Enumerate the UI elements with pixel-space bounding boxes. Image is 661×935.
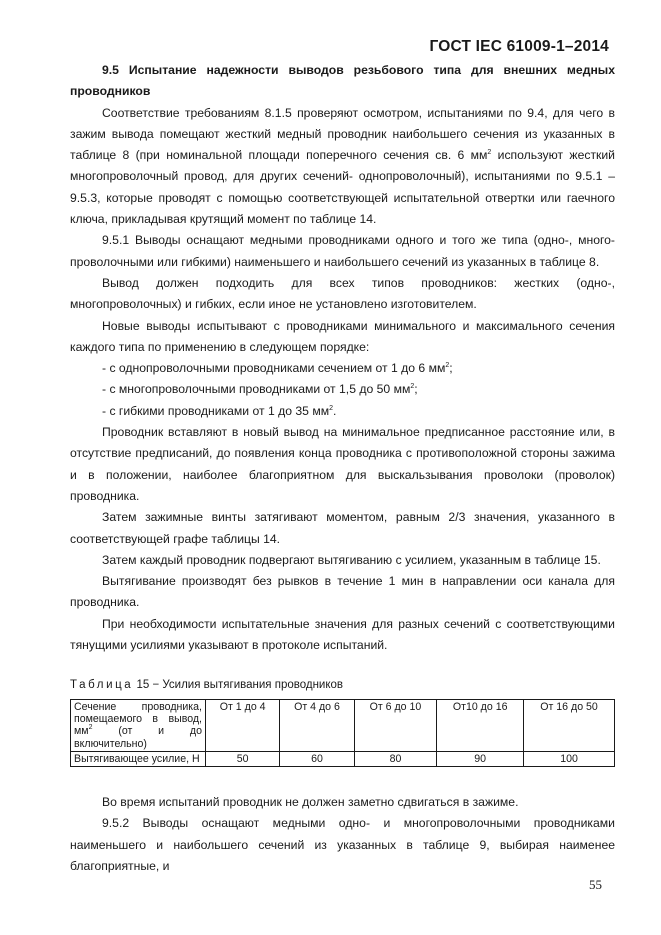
table-row — [71, 751, 615, 766]
table-cell: От 4 до 6 — [280, 700, 354, 752]
paragraph: Во время испытаний проводник не должен заметно сдвигаться в зажиме. — [102, 795, 519, 809]
list-item: - с многопроволочными проводниками от 1,5 до 50 $мм^2$; — [102, 382, 418, 397]
paragraph: Затем каждый проводник подвергают вытягиванию с усилием, указанным в таблице 15. — [102, 552, 601, 567]
document-header: ГОСТ IEC 61009-1–2014 — [429, 38, 609, 55]
paragraph: Соответствие требованиям 8.1.5 проверяют осмотром, испытаниями по 9.4, для чего в зажим вывода помещают жесткий медный проводник наибольшего сечения из указанных в таблице 8 (при номинальной площади поперечного сечения св. 6 $мм^2$ используют жесткий многопроволочный провод, для других сечений- однопроволочный), испытаниями по 9.5.1 – 9.5.3, которые проводят с помощью соответствующей испытательной отвертки или гаечного ключа, прикладывая крутящий момент по таблице 14. — [70, 105, 615, 227]
pull-force-table — [70, 699, 615, 767]
section-body-continued — [70, 792, 615, 877]
list-item: - с гибкими проводниками от 1 до 35 $мм^2$. — [102, 403, 337, 418]
paragraph: Проводник вставляют в новый вывод на минимальное предписанное расстояние или, в отсутствие предписаний, до появления конца проводника с противоположной стороны зажима и в положении, наиболее благоприятном для выскальзывания проволоки (проволок) проводника. — [70, 425, 615, 503]
table-cell: От 6 до 10 — [354, 700, 437, 752]
table-cell: От 1 до 4 — [206, 700, 280, 752]
paragraph: Вывод должен подходить для всех типов проводников: жестких (одно-, многопроволочных) и гибких, если иное не установлено изготовителем. — [70, 275, 615, 312]
section-heading: 9.5 Испытание надежности выводов резьбового типа для внешних медных проводников — [70, 63, 615, 99]
paragraph: 9.5.1 Выводы оснащают медными проводниками одного и того же типа (одно-, много-проволочными или гибкими) наименьшего и наибольшего сечений из указанных в таблице 8. — [70, 233, 615, 269]
table-row — [71, 700, 615, 752]
table-caption: Таблица 15 − Усилия вытягивания проводников — [70, 679, 344, 691]
paragraph: Затем зажимные винты затягивают моментом, равным 2/3 значения, указанного в соответствующей графе таблицы 14. — [70, 510, 615, 546]
list-item: - с однопроволочными проводниками сечением от 1 до 6 $мм^2$; — [102, 361, 453, 376]
page-number: 55 — [589, 877, 602, 892]
table-cell: От 16 до 50 — [524, 700, 615, 752]
paragraph: Новые выводы испытывают с проводниками минимального и максимального сечения каждого типа по применению в следующем порядке: — [70, 318, 615, 354]
table-cell: 80 — [354, 751, 437, 766]
table-cell: 100 — [524, 751, 615, 766]
section-body — [70, 60, 615, 656]
table-cell: 50 — [206, 751, 280, 766]
paragraph: При необходимости испытательные значения для разных сечений с соответствующими тянущими усилиями указывают в протоколе испытаний. — [70, 616, 615, 653]
paragraph: 9.5.2 Выводы оснащают медными одно- и многопроволочными проводниками наименьшего и наибольшего сечений из указанных в таблице 9, выбирая наименее благоприятные, и — [70, 816, 615, 873]
table-cell: 90 — [437, 751, 524, 766]
table-cell: От10 до 16 — [437, 700, 524, 752]
paragraph: Вытягивание производят без рывков в течение 1 мин в направлении оси канала для проводника. — [70, 574, 615, 610]
table-cell: 60 — [280, 751, 354, 766]
table-cell: Вытягивающее усилие, Н — [71, 751, 206, 766]
table-cell: Сечение проводника, помещаемого в вывод, $мм^2$ (от и до включительно) — [71, 700, 206, 752]
